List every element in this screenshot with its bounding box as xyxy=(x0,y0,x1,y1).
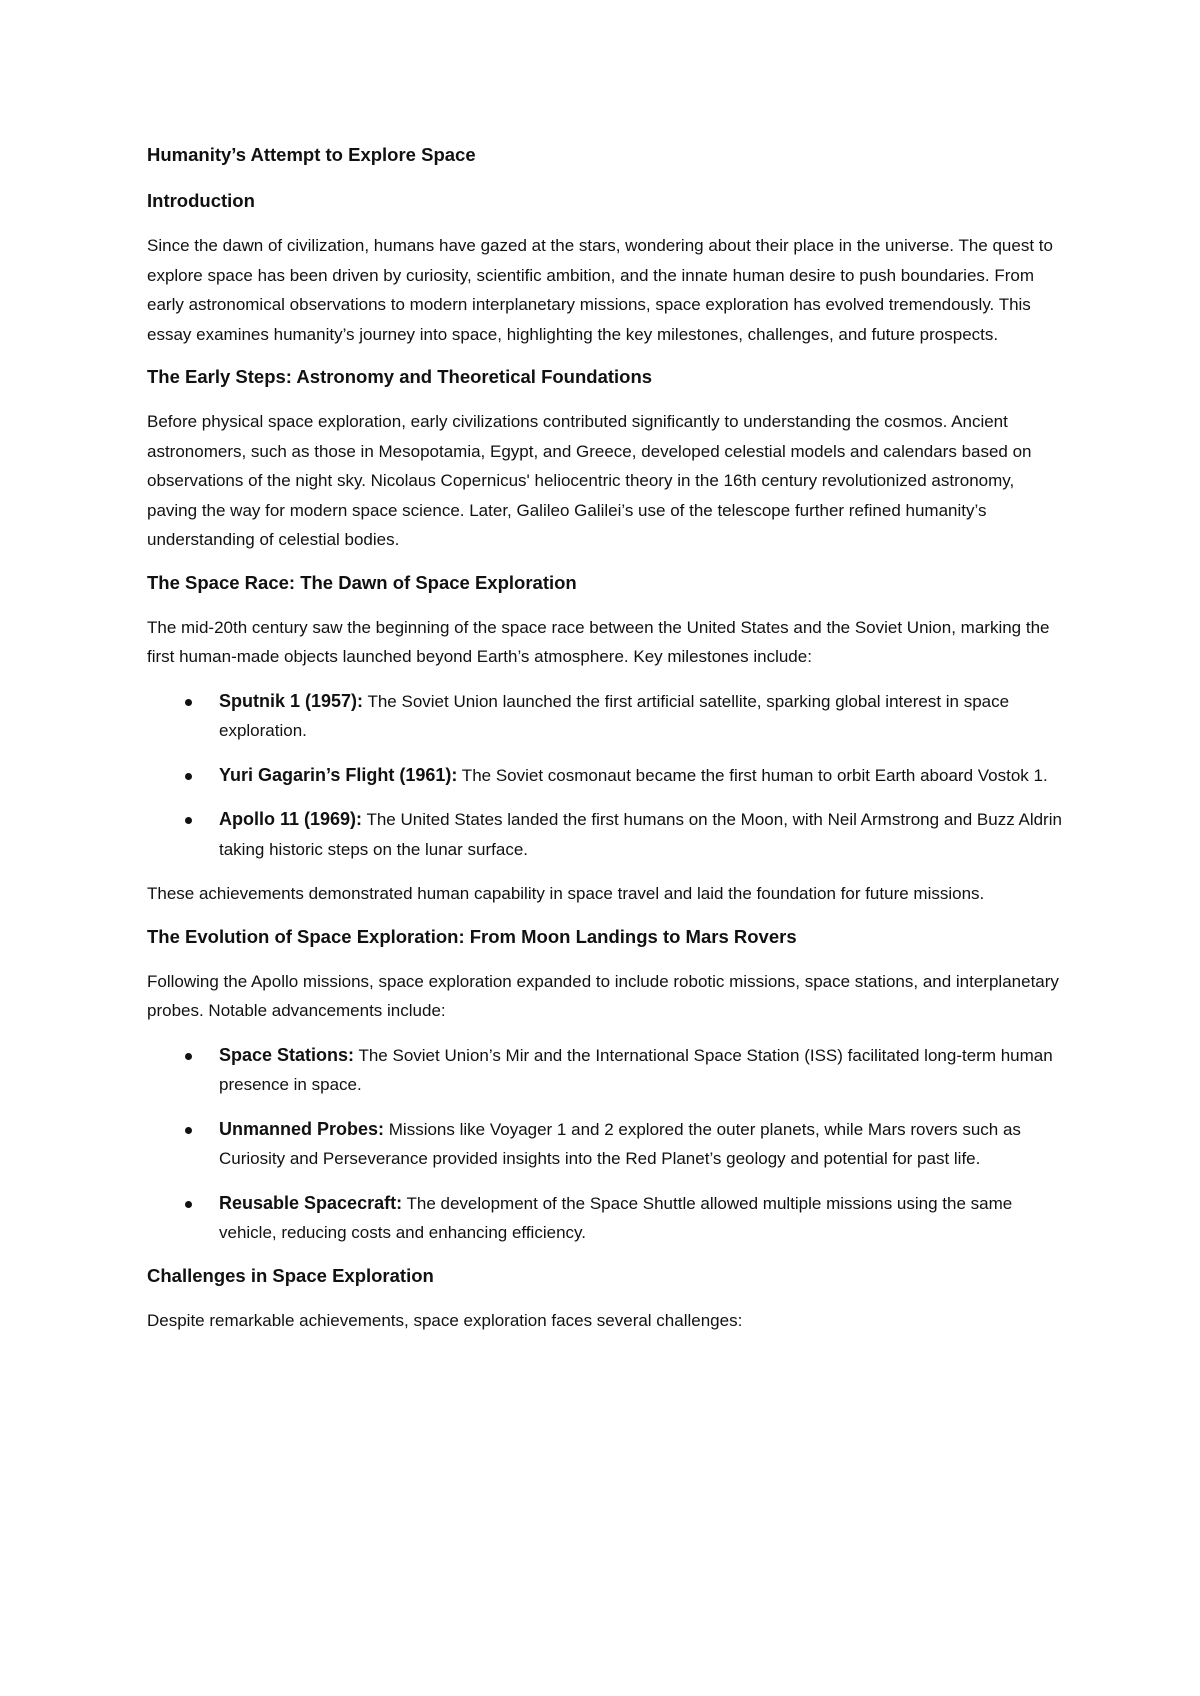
section-challenges xyxy=(147,1263,1080,1336)
list-item-term: Apollo 11 (1969): xyxy=(219,809,363,829)
bullet-icon xyxy=(185,1053,192,1060)
section-heading: Challenges in Space Exploration xyxy=(147,1264,434,1286)
list-item-text: The Soviet Union’s Mir and the International Space Station (ISS) facilitated long-term human presence in space. xyxy=(219,1045,1053,1094)
section-heading: The Space Race: The Dawn of Space Exploration xyxy=(147,571,577,593)
bullet-icon xyxy=(185,773,192,780)
section-closing-paragraph: These achievements demonstrated human capability in space travel and laid the foundation for future missions. xyxy=(147,884,985,903)
list-item-term: Reusable Spacecraft: xyxy=(219,1192,403,1213)
advancement-list xyxy=(147,1041,1067,1248)
document-title: Humanity’s Attempt to Explore Space xyxy=(147,144,476,165)
list-item-text: Missions like Voyager 1 and 2 explored the outer planets, while Mars rovers such as Curiosity and Perseverance provided insights into the Red Planet’s geology and potential for past life. xyxy=(219,1119,1021,1168)
section-space-race xyxy=(147,570,1080,909)
list-item-text: The United States landed the first humans on the Moon, with Neil Armstrong and Buzz Aldrin taking historic steps on the lunar surface. xyxy=(219,810,1062,859)
list-item xyxy=(147,805,1067,864)
list-item-term: Yuri Gagarin’s Flight (1961): xyxy=(219,764,458,785)
bullet-icon xyxy=(185,817,192,824)
list-item xyxy=(147,1041,1067,1100)
list-item xyxy=(147,1189,1067,1248)
list-item-term: Sputnik 1 (1957): xyxy=(219,690,364,711)
section-evolution xyxy=(147,924,1080,1248)
list-item xyxy=(147,687,1067,746)
section-early-steps xyxy=(147,364,1080,555)
list-item xyxy=(147,1115,1067,1174)
milestone-list xyxy=(147,687,1067,865)
bullet-icon xyxy=(185,1127,192,1134)
list-item-text: The Soviet cosmonaut became the first human to orbit Earth aboard Vostok 1. xyxy=(457,765,1048,785)
section-paragraph: Before physical space exploration, early civilizations contributed significantly to understanding the cosmos. Ancient astronomers, such as those in Mesopotamia, Egypt, and Greece, developed celestial models and calendars based on observations of the night sky. Nicolaus Copernicus' heliocentric theory in the 16th century revolutionized astronomy, paving the way for modern space science. Later, Galileo Galilei’s use of the telescope further refined humanity’s understanding of celestial bodies. xyxy=(147,412,1032,549)
list-item-term: Space Stations: xyxy=(219,1044,355,1065)
list-item-text: The Soviet Union launched the first artificial satellite, sparking global interest in space exploration. xyxy=(219,691,1010,740)
list-item xyxy=(147,761,1067,791)
section-heading: The Evolution of Space Exploration: From Moon Landings to Mars Rovers xyxy=(147,925,797,947)
list-item-term: Unmanned Probes: xyxy=(219,1118,385,1139)
section-paragraph: Despite remarkable achievements, space exploration faces several challenges: xyxy=(147,1310,743,1330)
section-introduction xyxy=(147,188,1080,349)
bullet-icon xyxy=(185,699,192,706)
section-heading: The Early Steps: Astronomy and Theoretical Foundations xyxy=(147,366,653,387)
bullet-icon xyxy=(185,1201,192,1208)
section-paragraph: Following the Apollo missions, space exploration expanded to include robotic missions, space stations, and interplanetary probes. Notable advancements include: xyxy=(147,971,1059,1020)
section-paragraph: Since the dawn of civilization, humans have gazed at the stars, wondering about their place in the universe. The quest to explore space has been driven by curiosity, scientific ambition, and the innate human desire to push boundaries. From early astronomical observations to modern interplanetary missions, space exploration has evolved tremendously. This essay examines humanity’s journey into space, highlighting the key milestones, challenges, and future prospects. xyxy=(147,236,1053,344)
list-item-text: The development of the Space Shuttle allowed multiple missions using the same vehicle, reducing costs and enhancing efficiency. xyxy=(219,1193,1013,1242)
section-paragraph: The mid-20th century saw the beginning of the space race between the United States and the Soviet Union, marking the first human-made objects launched beyond Earth’s atmosphere. Key milestones include: xyxy=(147,617,1050,666)
section-heading: Introduction xyxy=(147,190,255,211)
